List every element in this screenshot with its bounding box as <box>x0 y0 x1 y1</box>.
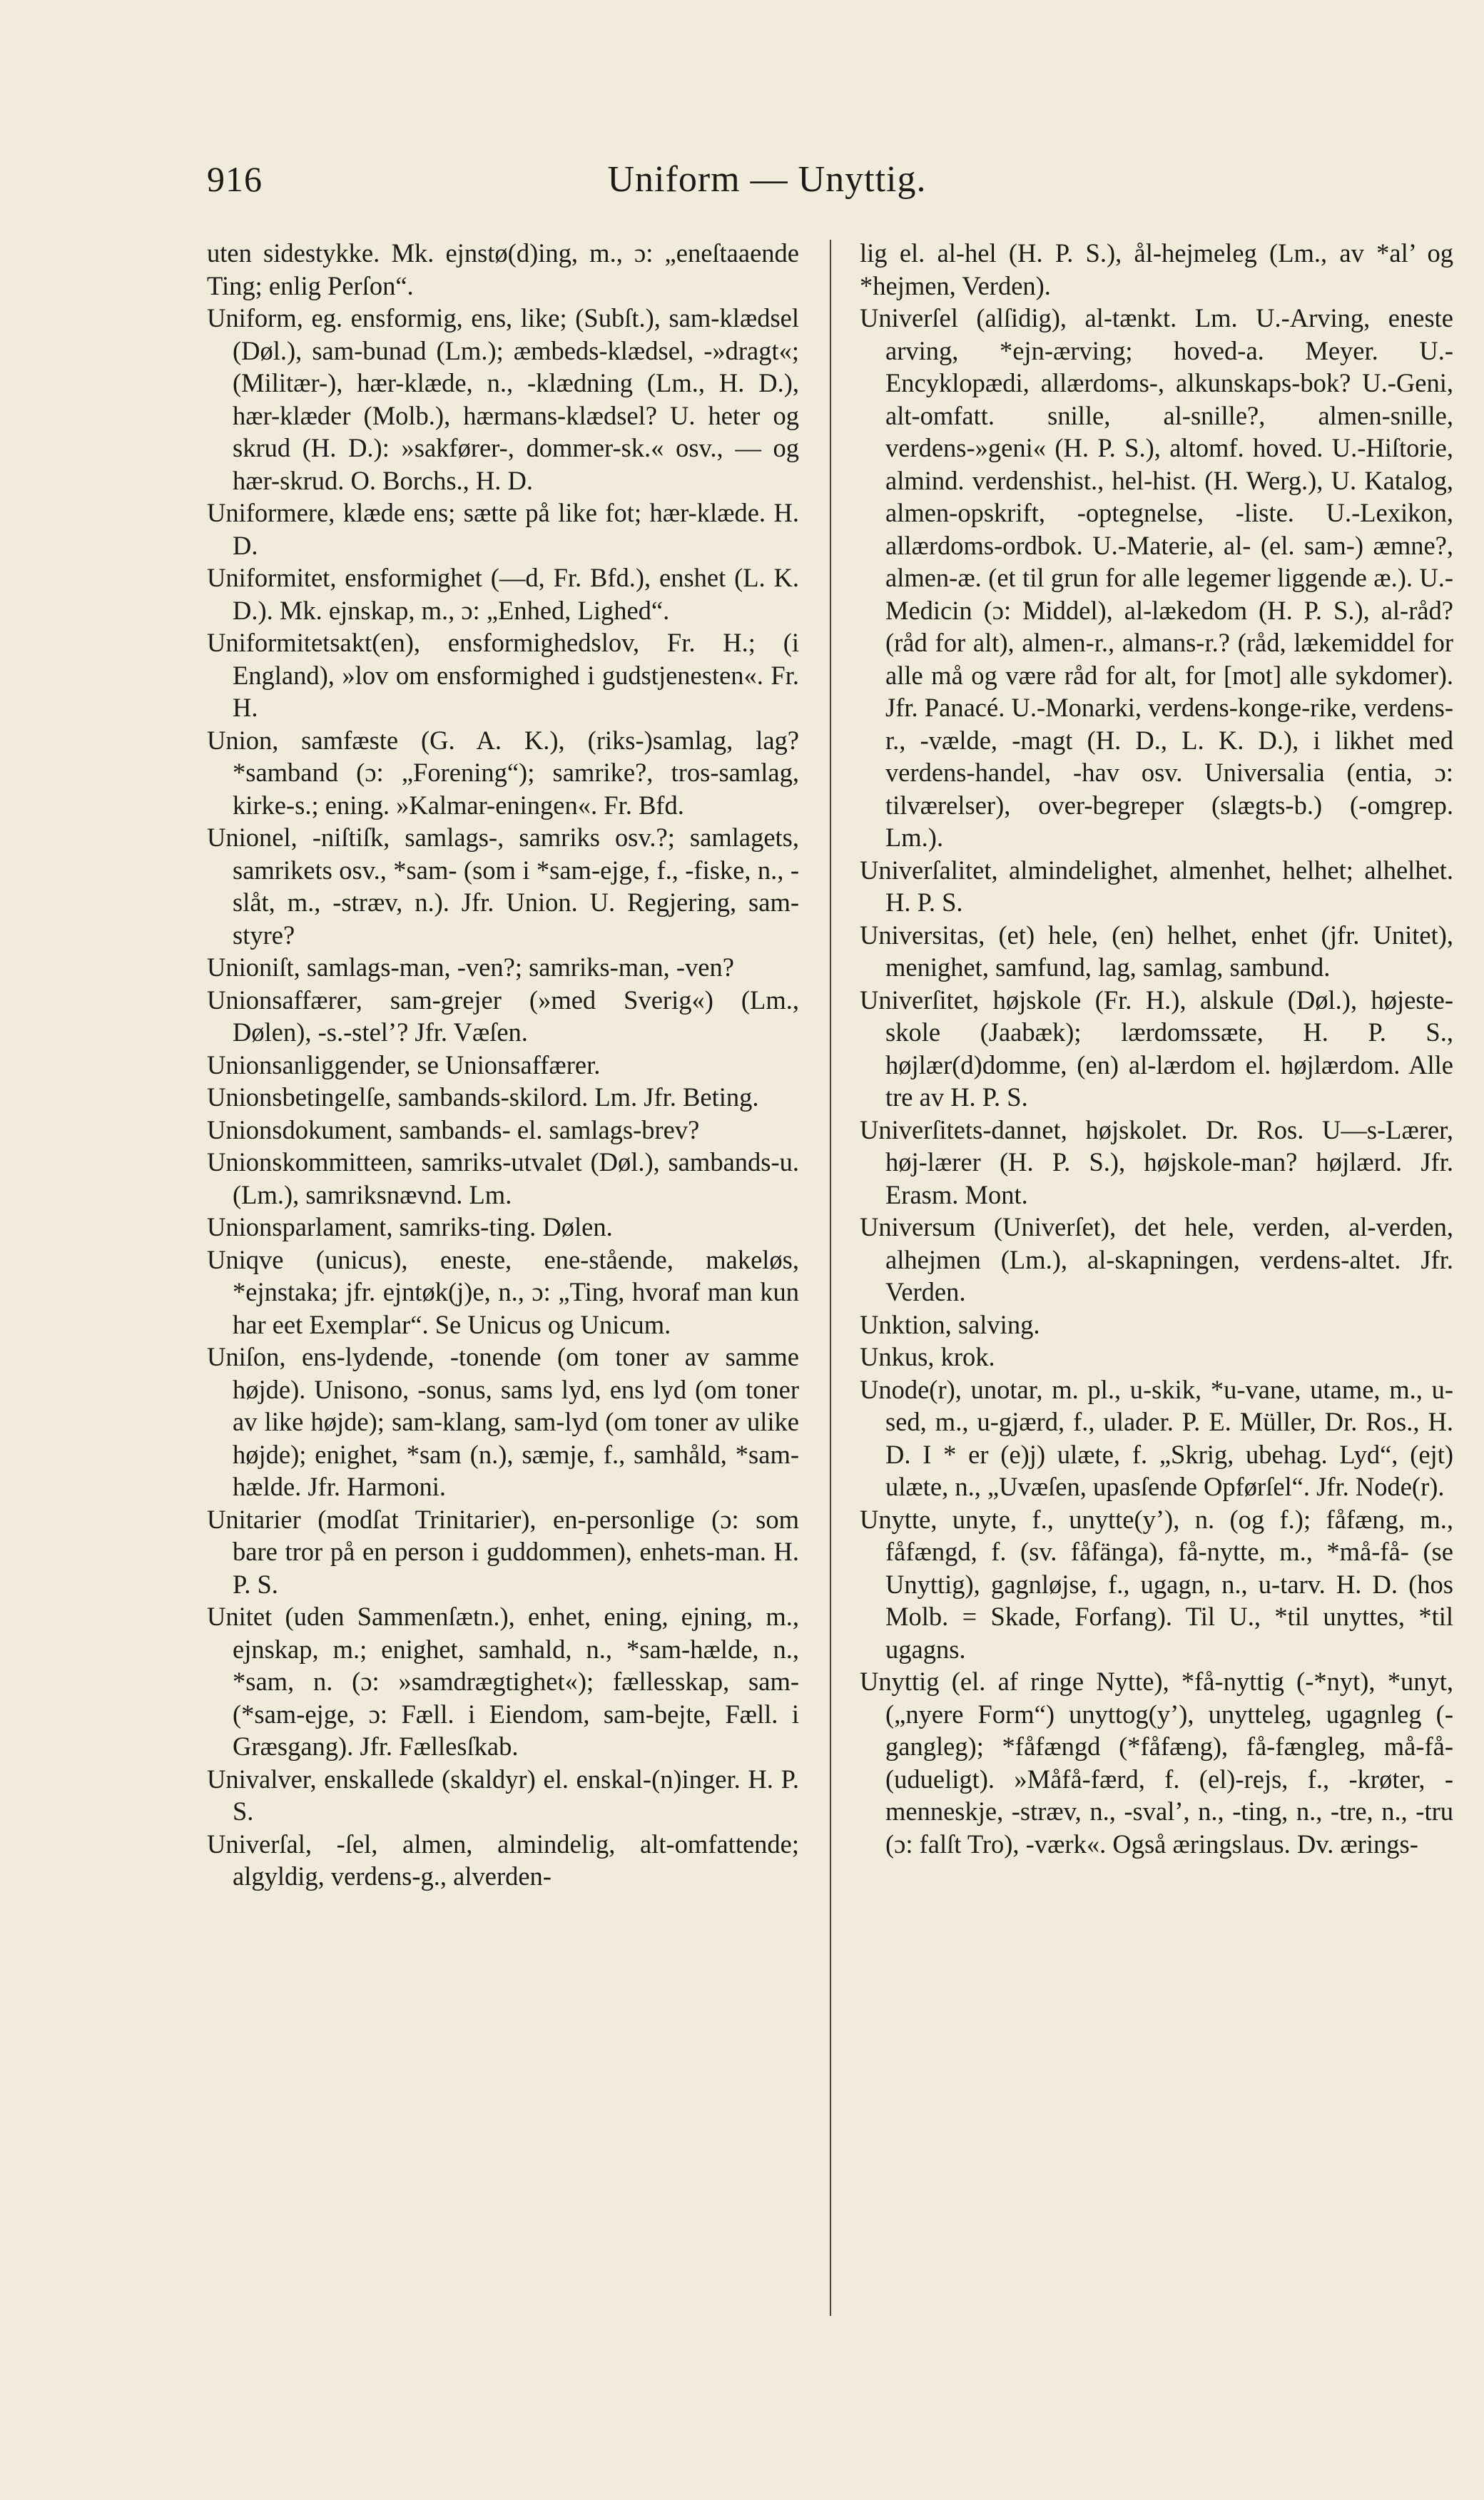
dictionary-entry: Universum (Univerſet), det hele, verden, al-verden, alhejmen (Lm.), al-skapningen, verdens-altet. Jfr. Verden. <box>860 1212 1453 1306</box>
dictionary-entry: Unode(r), unotar, m. pl., u-skik, *u-vane, utame, m., u-sed, m., u-gjærd, f., ulader. P. E. Müller, Dr. Ros., H. D. I * er (e)j) ulæte, f. „Skrig, ubehag. Lyd“, (ejt) ulæte, n., „Uvæſen, upasſende Opførſel“. Jfr. Node(r). <box>860 1374 1453 1501</box>
dictionary-entry: Uniform, eg. ensformig, ens, like; (Subſt.), sam-klædsel (Døl.), sam-bunad (Lm.); æmbeds-klædsel, -»dragt«; (Militær-), hær-klæde, n., -klædning (Lm., H. D.), hær-klæder (Molb.), hærmans-klædsel? U. heter og skrud (H. D.): »sakfører-, dommer-sk.« osv., — og hær-skrud. O. Borchs., H. D. <box>207 303 799 495</box>
page-number: 916 <box>207 159 263 199</box>
dictionary-entry: Univerſel (alſidig), al-tænkt. Lm. U.-Arving, eneste arving, *ejn-ærving; hoved-a. Meyer. U.-Encyklopædi, allærdoms-, alkunskaps-bok? U.-Geni, alt-omfatt. snille, al-snille?, almen-snille, verdens-»geni« (H. P. S.), altomf. hoved. U.-Hiſtorie, almind. verdenshist., hel-hist. (H. Werg.), U. Katalog, almen-opskrift, -optegnelse, -liste. U.-Lexikon, allærdoms-ordbok. U.-Materie, al- (el. sam-) æmne?, almen-æ. (et til grun for alle legemer liggende æ.). U.-Medicin (ɔ: Middel), al-lækedom (H. P. S.), al-råd? (råd for alt), almen-r., almans-r.? (råd, lækemiddel for alle må og være råd for alt, for [mot] alle sykdomer). Jfr. Panacé. U.-Monarki, verdens-konge-rike, verdens-r., -vælde, -magt (H. D., L. K. D.), i likhet med verdens-handel, -hav osv. Universalia (entia, ɔ: tilværelser), over-begreper (slægts-b.) (-omgrep. Lm.). <box>860 303 1453 852</box>
dictionary-entry: lig el. al-hel (H. P. S.), ål-hejmeleg (Lm., av *al’ og *hejmen, Verden). <box>860 238 1453 300</box>
column-divider <box>830 240 831 2316</box>
dictionary-entry: Uniſon, ens-lydende, -tonende (om toner av samme højde). Unisono, -sonus, sams lyd, ens lyd (om toner av like højde); sam-klang, sam-lyd (om toner av ulike højde); enighet, *sam (n.), sæmje, f., samhåld, *sam-hælde. Jfr. Harmoni. <box>207 1342 799 1501</box>
dictionary-entry: Unktion, salving. <box>860 1309 1040 1339</box>
dictionary-entry: Unionsdokument, sambands- el. samlags-brev? <box>207 1114 700 1144</box>
dictionary-entry: uten sidestykke. Mk. ejnstø(d)ing, m., ɔ: „eneſtaaende Ting; enlig Perſon“. <box>207 238 799 300</box>
dictionary-entry: Unionsbetingelſe, sambands-skilord. Lm. Jfr. Beting. <box>207 1082 759 1112</box>
dictionary-entry: Univerſalitet, almindelighet, almenhet, helhet; alhelhet. H. P. S. <box>860 855 1453 917</box>
dictionary-entry: Uniformitetsakt(en), ensformighedslov, Fr. H.; (i England), »lov om ensformighed i gudstjenesten«. Fr. H. <box>207 628 799 722</box>
dictionary-entry: Universitas, (et) hele, (en) helhet, enhet (jfr. Unitet), menighet, samfund, lag, samlag, sambund. <box>860 920 1453 982</box>
dictionary-entry: Unionel, -niſtiſk, samlags-, samriks osv.?; samlagets, samrikets osv., *sam- (som i *sam-ejge, f., -fiske, n., -slåt, m., -stræv, n.). Jfr. Union. U. Regjering, sam-styre? <box>207 823 799 950</box>
dictionary-entry: Unionskommitteen, samriks-utvalet (Døl.), sambands-u. (Lm.), samriksnævnd. Lm. <box>207 1147 799 1209</box>
dictionary-entry: Uniformere, klæde ens; sætte på like fot; hær-klæde. H. D. <box>207 498 799 560</box>
dictionary-entry: Unkus, krok. <box>860 1342 995 1371</box>
dictionary-entry: Uniqve (unicus), eneste, ene-stående, makeløs, *ejnstaka; jfr. ejntøk(j)e, n., ɔ: „Ting, hvoraf man kun har eet Exemplar“. Se Unicus og Unicum. <box>207 1244 799 1339</box>
dictionary-entry: Unytte, unyte, f., unytte(y’), n. (og f.); fåfæng, m., fåfængd, f. (sv. fåfänga), få-nytte, m., *må-få- (se Unyttig), gagnløjse, f., ugagn, n., u-tarv. H. D. (hos Molb. = Skade, Forfang). Til U., *til unyttes, *til ugagns. <box>860 1504 1453 1664</box>
dictionary-entry: Univerſal, -ſel, almen, almindelig, alt-omfattende; algyldig, verdens-g., alverden- <box>207 1829 799 1891</box>
dictionary-entry: Unitet (uden Sammenſætn.), enhet, ening, ejning, m., ejnskap, m.; enighet, samhald, n., *sam-hælde, n., *sam, n. (ɔ: »samdrægtighet«); fællesskap, sam- (*sam-ejge, ɔ: Fæll. i Eiendom, sam-bejte, Fæll. i Græsgang). Jfr. Fællesſkab. <box>207 1602 799 1761</box>
dictionary-entry: Unionsanliggender, se Unionsaffærer. <box>207 1050 601 1079</box>
dictionary-entry: Uniformitet, ensformighet (—d, Fr. Bfd.), enshet (L. K. D.). Mk. ejnskap, m., ɔ: „Enhed, Lighed“. <box>207 563 799 625</box>
dictionary-entry: Univalver, enskallede (skaldyr) el. enskal-(n)inger. H. P. S. <box>207 1764 799 1826</box>
right-column <box>860 237 1453 1860</box>
dictionary-entry: Unioniſt, samlags-man, -ven?; samriks-man, -ven? <box>207 952 734 982</box>
dictionary-entry: Unyttig (el. af ringe Nytte), *få-nyttig (-*nyt), *unyt, („nyere Form“) unyttog(y’), unytteleg, ugagnleg (-gangleg); *fåfængd (*fåfæng), få-fængleg, må-få-(udueligt). »Måfå-færd, f. (el)-rejs, f., -krøter, -menneskje, -stræv, n., -sval’, n., -ting, n., -tre, n., -tru (ɔ: falſt Tro), -værk«. Også æringslaus. Dv. ærings- <box>860 1667 1453 1859</box>
left-column <box>207 237 799 1893</box>
page-header <box>207 158 1327 208</box>
dictionary-entry: Unionsaffærer, sam-grejer (»med Sverig«) (Lm., Dølen), -s.-stel’? Jfr. Væſen. <box>207 985 799 1047</box>
running-title: Uniform — Unyttig. <box>607 159 927 200</box>
dictionary-entry: Univerſitets-dannet, højskolet. Dr. Ros. U—s-Lærer, høj-lærer (H. P. S.), højskole-man? højlærd. Jfr. Erasm. Mont. <box>860 1114 1453 1209</box>
dictionary-entry: Unionsparlament, samriks-ting. Dølen. <box>207 1212 613 1241</box>
dictionary-entry: Univerſitet, højskole (Fr. H.), alskule (Døl.), højeste-skole (Jaabæk); lærdomssæte, H. P. S., højlær(d)domme, (en) al-lærdom el. højlærdom. Alle tre av H. P. S. <box>860 985 1453 1112</box>
dictionary-entry: Union, samfæste (G. A. K.), (riks-)samlag, lag? *samband (ɔ: „Forening“); samrike?, tros-samlag, kirke-s.; ening. »Kalmar-eningen«. Fr. Bfd. <box>207 725 799 820</box>
dictionary-entry: Unitarier (modſat Trinitarier), en-personlige (ɔ: som bare tror på en person i guddommen), enhets-man. H. P. S. <box>207 1504 799 1599</box>
